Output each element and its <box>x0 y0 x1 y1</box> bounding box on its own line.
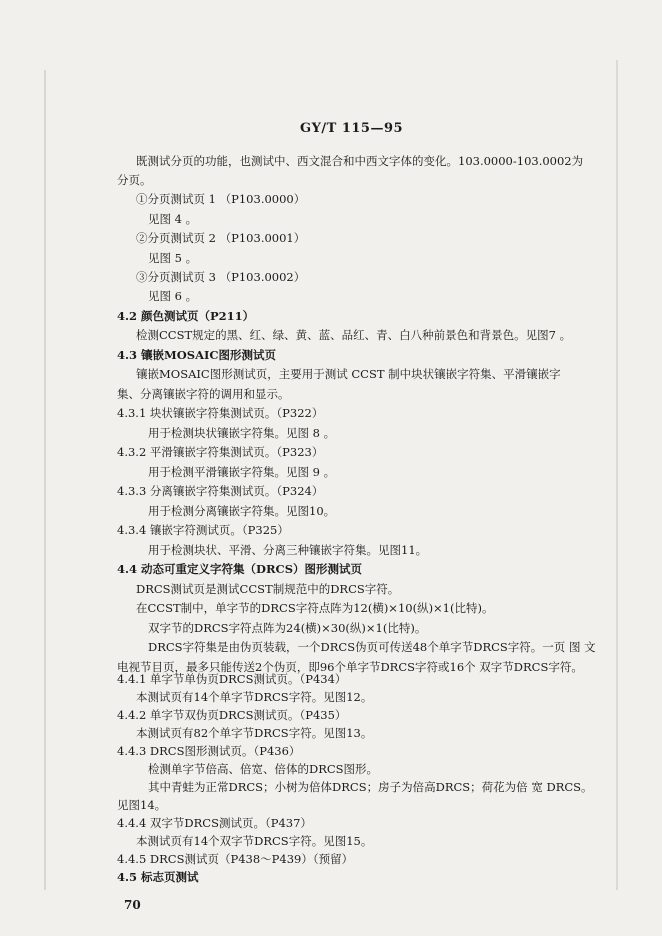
list-item: ③分页测试页 3 （P103.0002） <box>136 270 306 284</box>
text-line: 检测单字节倍高、倍宽、倍体的DRCS图形。 <box>148 762 379 776</box>
text-line: 本测试页有14个双字节DRCS字符。见图15。 <box>136 834 373 848</box>
text-line: 电视节目页，最多只能传送2个伪页，即96个单字节DRCS字符或16个 双字节DRCS字符。 <box>117 660 583 674</box>
text-line: DRCS测试页是测试CCST制规范中的DRCS字符。 <box>136 582 400 596</box>
subsection-heading: 4.4.3 DRCS图形测试页。（P436） <box>117 744 301 758</box>
text-line: 分页。 <box>117 173 152 187</box>
subsection-heading: 4.4.4 双字节DRCS测试页。（P437） <box>117 816 312 830</box>
subsection-heading: 4.4.1 单字节单伪页DRCS测试页。（P434） <box>117 672 347 686</box>
section-heading: 4.4 动态可重定义字符集（DRCS）图形测试页 <box>117 562 362 576</box>
list-item: ①分页测试页 1 （P103.0000） <box>136 192 306 206</box>
text-line: 用于检测平滑镶嵌字符集。见图 9 。 <box>148 465 336 479</box>
text-line: 本测试页有82个单字节DRCS字符。见图13。 <box>136 726 373 740</box>
subsection-heading: 4.3.2 平滑镶嵌字符集测试页。（P323） <box>117 445 324 459</box>
text-line: 用于检测分离镶嵌字符集。见图10。 <box>148 504 336 518</box>
text-line: 见图 5 。 <box>148 251 198 265</box>
text-line: 镶嵌MOSAIC图形测试页，主要用于测试 CCST 制中块状镶嵌字符集、平滑镶嵌字 <box>136 367 561 381</box>
section-heading: 4.2 颜色测试页（P211） <box>117 309 255 323</box>
text-line: 见图 4 。 <box>148 212 198 226</box>
text-line: 在CCST制中，单字节的DRCS字符点阵为12(横)×10(纵)×1(比特)。 <box>136 601 494 615</box>
text-line: 见图 6 。 <box>148 289 198 303</box>
standard-header: GY/T 115—95 <box>300 121 404 136</box>
subsection-heading: 4.3.4 镶嵌字符测试页。（P325） <box>117 523 289 537</box>
page-edge-right <box>616 60 618 890</box>
text-line: 用于检测块状镶嵌字符集。见图 8 。 <box>148 426 336 440</box>
subsection-heading: 4.3.1 块状镶嵌字符集测试页。（P322） <box>117 406 324 420</box>
subsection-heading: 4.4.5 DRCS测试页（P438～P439）（预留） <box>117 852 354 866</box>
text-line: 其中青蛙为正常DRCS；小树为倍体DRCS；房子为倍高DRCS；荷花为倍 宽 DRCS。 <box>148 780 593 794</box>
text-line: 既测试分页的功能，也测试中、西文混合和中西文字体的变化。103.0000-103.0002为 <box>136 154 584 168</box>
page-number: 70 <box>124 898 141 912</box>
page-edge-left <box>44 70 46 890</box>
subsection-heading: 4.4.2 单字节双伪页DRCS测试页。（P435） <box>117 708 347 722</box>
text-line: 本测试页有14个单字节DRCS字符。见图12。 <box>136 690 373 704</box>
section-heading: 4.3 镶嵌MOSAIC图形测试页 <box>117 348 277 362</box>
subsection-heading: 4.3.3 分离镶嵌字符集测试页。（P324） <box>117 484 324 498</box>
text-line: 双字节的DRCS字符点阵为24(横)×30(纵)×1(比特)。 <box>148 621 427 635</box>
text-line: 见图14。 <box>117 798 167 812</box>
list-item: ②分页测试页 2 （P103.0001） <box>136 231 306 245</box>
text-line: 检测CCST规定的黑、红、绿、黄、蓝、品红、青、白八种前景色和背景色。见图7 。 <box>136 328 572 342</box>
text-line: DRCS字符集是由伪页装载，一个DRCS伪页可传送48个单字节DRCS字符。一页 图 文 <box>148 640 596 654</box>
text-line: 用于检测块状、平滑、分离三种镶嵌字符集。见图11。 <box>148 543 428 557</box>
text-line: 集、分离镶嵌字符的调用和显示。 <box>117 387 290 401</box>
section-heading: 4.5 标志页测试 <box>117 870 199 884</box>
